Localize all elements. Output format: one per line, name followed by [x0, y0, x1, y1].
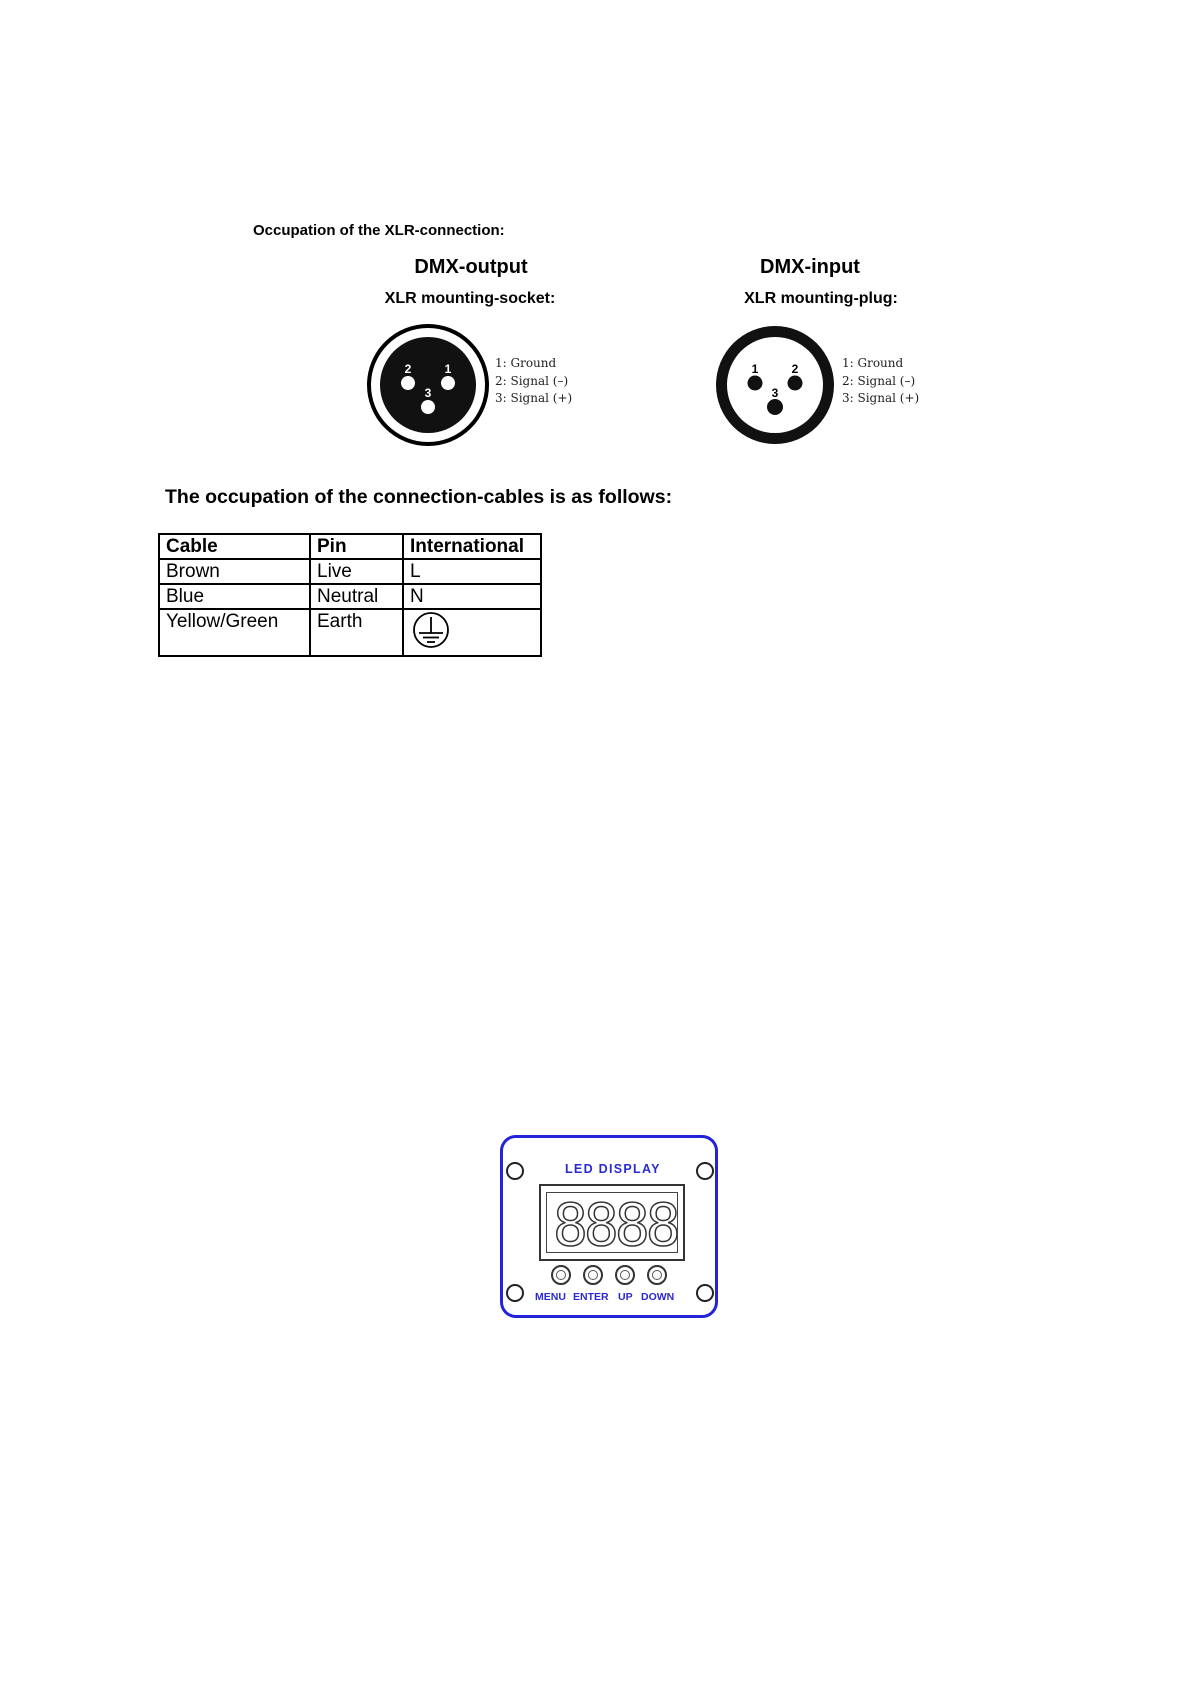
- up-button[interactable]: [615, 1265, 635, 1285]
- dmx-output-subheading: XLR mounting-socket:: [384, 290, 556, 307]
- pin-label: 3: Signal (+): [495, 391, 573, 405]
- led-digits-text: 8888: [553, 1193, 677, 1251]
- dmx-input-heading: DMX-input: [760, 256, 860, 278]
- enter-button[interactable]: [583, 1265, 603, 1285]
- enter-button-label: ENTER: [573, 1291, 609, 1303]
- dmx-input-pin-list: [842, 355, 919, 408]
- down-button[interactable]: [647, 1265, 667, 1285]
- pin-label: 1: Ground: [495, 356, 557, 370]
- table-cell: Earth: [310, 609, 403, 656]
- table-cell: L: [403, 559, 541, 584]
- led-digits: [547, 1193, 677, 1251]
- xlr-plug-icon: [713, 323, 843, 448]
- led-display-screen: [546, 1192, 678, 1253]
- menu-button[interactable]: [551, 1265, 571, 1285]
- table-cell: Neutral: [310, 584, 403, 609]
- menu-button-label: MENU: [535, 1291, 566, 1303]
- socket-pin-number: 1: [444, 362, 452, 376]
- table-cell: Live: [310, 559, 403, 584]
- led-control-panel: [500, 1135, 718, 1318]
- up-button-label: UP: [618, 1291, 633, 1303]
- plug-pin-number: 2: [791, 362, 799, 376]
- cable-table: [158, 533, 542, 657]
- led-display-label: LED DISPLAY: [565, 1162, 661, 1176]
- dmx-input-subheading: XLR mounting-plug:: [744, 290, 898, 307]
- ground-symbol-icon: [410, 611, 452, 649]
- table-cell: Yellow/Green: [159, 609, 310, 656]
- led-display-frame: [539, 1184, 685, 1261]
- cables-section-title: The occupation of the connection-cables is as follows:: [165, 486, 673, 508]
- mounting-hole-icon: [696, 1162, 714, 1180]
- down-button-label: DOWN: [641, 1291, 675, 1303]
- mounting-hole-icon: [506, 1162, 524, 1180]
- dmx-output-pin-list: [495, 355, 572, 408]
- table-cell-earth-symbol: [403, 609, 541, 656]
- mounting-hole-icon: [696, 1284, 714, 1302]
- mounting-hole-icon: [506, 1284, 524, 1302]
- socket-pin-number: 2: [404, 362, 412, 376]
- table-header-row: [159, 534, 541, 559]
- pin-label: 2: Signal (–): [842, 373, 916, 388]
- pin-label: 1: Ground: [842, 356, 904, 370]
- dmx-output-heading: DMX-output: [414, 256, 528, 278]
- table-row: [159, 609, 541, 656]
- table-cell: Brown: [159, 559, 310, 584]
- column-header-international: International: [403, 534, 541, 559]
- pin-label: 2: Signal (–): [495, 373, 569, 388]
- xlr-section-title: Occupation of the XLR-connection:: [253, 222, 505, 239]
- xlr-socket-icon: [366, 323, 496, 448]
- socket-pin-number: 3: [424, 386, 432, 400]
- column-header-pin: Pin: [310, 534, 403, 559]
- table-row: [159, 584, 541, 609]
- plug-pin-number: 1: [751, 362, 759, 376]
- table-cell: N: [403, 584, 541, 609]
- table-cell: Blue: [159, 584, 310, 609]
- column-header-cable: Cable: [159, 534, 310, 559]
- plug-pin-number: 3: [771, 386, 779, 400]
- pin-label: 3: Signal (+): [842, 391, 920, 405]
- table-row: [159, 559, 541, 584]
